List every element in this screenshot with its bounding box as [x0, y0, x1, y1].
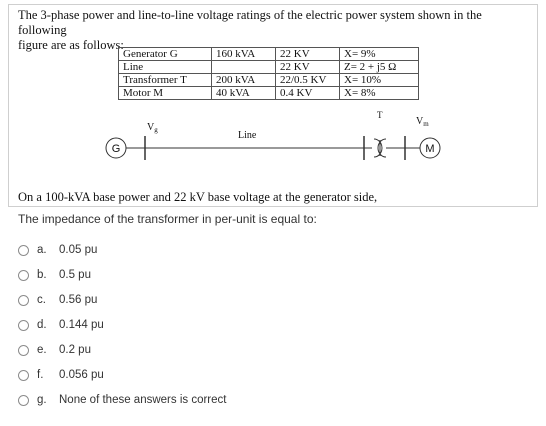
problem-statement-line-1: The 3-phase power and line-to-line voltage ratings of the electric power system shown in the following: [18, 8, 482, 37]
table-cell: 200 kVA: [212, 74, 276, 87]
base-values-note: On a 100-kVA base power and 22 kV base voltage at the generator side,: [18, 190, 378, 204]
option-text: 0.144 pu: [59, 319, 104, 331]
generator-voltage-symbol: V: [147, 122, 155, 133]
motor-voltage-subscript: m: [423, 120, 429, 128]
option-f[interactable]: [18, 367, 104, 383]
option-letter: d.: [37, 319, 47, 331]
option-c[interactable]: [18, 292, 97, 308]
radio-button[interactable]: [18, 270, 29, 281]
generator-voltage-label: [147, 122, 158, 134]
table-cell: Line: [119, 61, 212, 74]
radio-button[interactable]: [18, 245, 29, 256]
line-label: Line: [238, 130, 257, 141]
motor-voltage-label: [416, 116, 429, 128]
option-text: 0.05 pu: [59, 244, 98, 256]
option-d[interactable]: [18, 317, 104, 333]
table-cell: Z= 2 + j5 Ω: [340, 61, 419, 74]
option-text: 0.56 pu: [59, 294, 98, 306]
generator-label: G: [111, 143, 121, 155]
option-letter: a.: [37, 244, 47, 256]
option-letter: b.: [37, 269, 47, 281]
radio-button[interactable]: [18, 395, 29, 406]
table-cell: 160 kVA: [212, 48, 276, 61]
table-cell: Transformer T: [119, 74, 212, 87]
option-letter: g.: [37, 394, 47, 406]
motor-voltage-symbol: V: [416, 116, 424, 127]
option-letter: f.: [37, 369, 44, 381]
option-letter: c.: [37, 294, 46, 306]
radio-button[interactable]: [18, 295, 29, 306]
table-cell: 22 KV: [276, 61, 340, 74]
option-text: None of these answers is correct: [59, 394, 227, 406]
generator-voltage-subscript: g: [154, 126, 158, 134]
one-line-diagram: [0, 0, 546, 210]
problem-statement-line-2: figure are as follows:: [18, 38, 124, 52]
option-e[interactable]: [18, 342, 91, 358]
transformer-label: T: [377, 110, 383, 120]
table-cell: Generator G: [119, 48, 212, 61]
option-a[interactable]: [18, 242, 97, 258]
table-cell: 40 kVA: [212, 87, 276, 100]
radio-button[interactable]: [18, 370, 29, 381]
option-text: 0.5 pu: [59, 269, 91, 281]
question-text: The impedance of the transformer in per-unit is equal to:: [18, 212, 317, 226]
option-text: 0.2 pu: [59, 344, 91, 356]
option-g[interactable]: [18, 392, 226, 408]
table-cell: X= 8%: [340, 87, 419, 100]
motor-label: M: [425, 143, 435, 155]
table-cell: X= 10%: [340, 74, 419, 87]
table-cell: Motor M: [119, 87, 212, 100]
option-b[interactable]: [18, 267, 91, 283]
table-cell: 0.4 KV: [276, 87, 340, 100]
option-letter: e.: [37, 344, 47, 356]
table-cell: 22 KV: [276, 48, 340, 61]
radio-button[interactable]: [18, 320, 29, 331]
table-cell: 22/0.5 KV: [276, 74, 340, 87]
option-text: 0.056 pu: [59, 369, 104, 381]
table-cell: X= 9%: [340, 48, 419, 61]
radio-button[interactable]: [18, 345, 29, 356]
